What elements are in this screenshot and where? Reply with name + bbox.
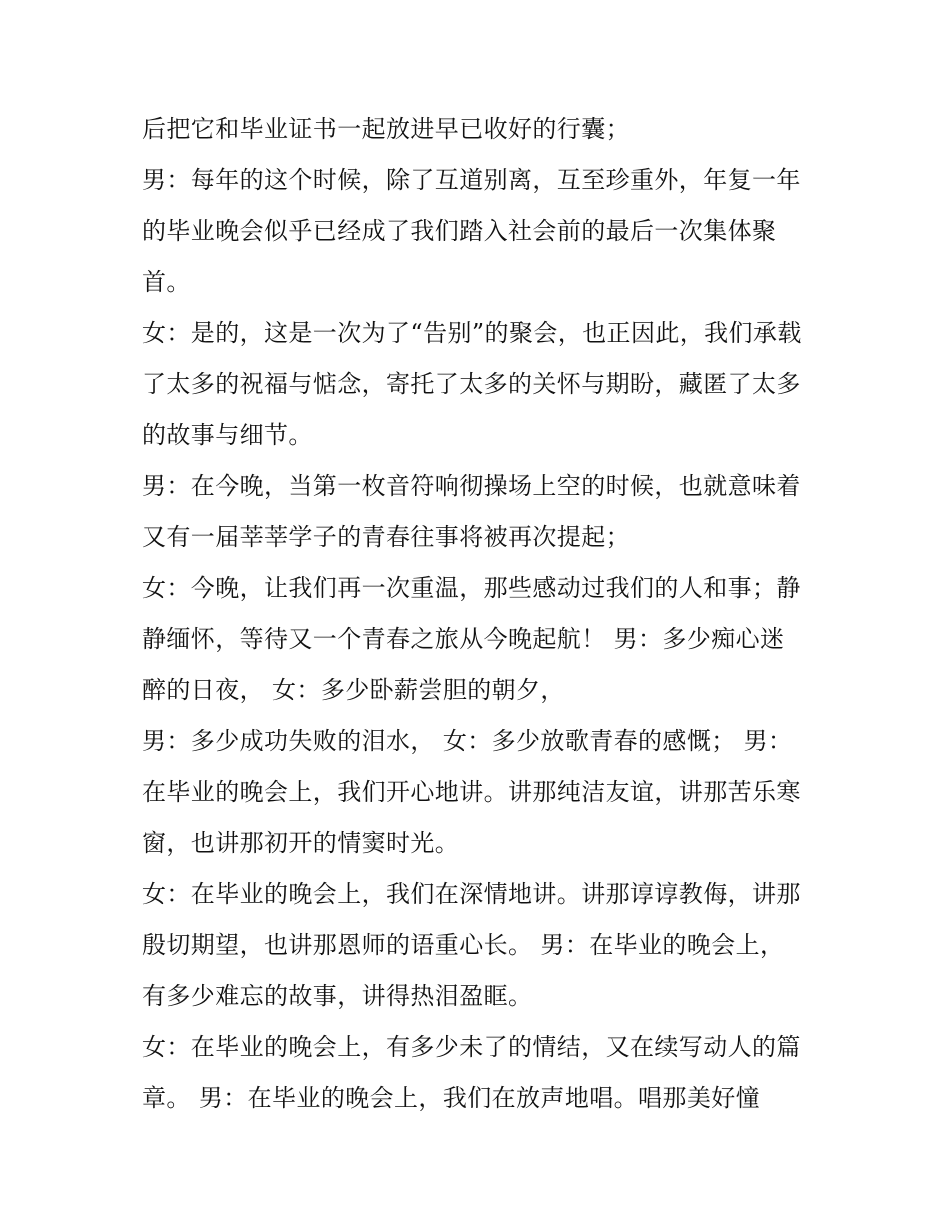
- text-line: 章。 男：在毕业的晚会上，我们在放声地唱。唱那美好憧: [142, 1084, 761, 1112]
- text-line: 有多少难忘的故事，讲得热泪盈眶。: [142, 982, 533, 1010]
- text-line: 男：每年的这个时候，除了互道别离，互至珍重外，年复一年: [142, 166, 801, 194]
- text-line: 男：多少成功失败的泪水， 女：多少放歌青春的感慨； 男：: [142, 727, 793, 755]
- text-line: 女：在毕业的晚会上，有多少未了的情结，又在续写动人的篇: [142, 1033, 801, 1061]
- text-line: 的毕业晚会似乎已经成了我们踏入社会前的最后一次集体聚: [142, 217, 777, 245]
- text-line: 女：是的，这是一次为了“告别”的聚会，也正因此，我们承载: [142, 319, 802, 347]
- text-line: 女：在毕业的晚会上，我们在深情地讲。讲那谆谆教侮，讲那: [142, 880, 801, 908]
- text-line: 窗，也讲那初开的情窦时光。: [142, 829, 460, 857]
- text-line: 首。: [142, 268, 191, 296]
- text-line: 男：在今晚，当第一枚音符响彻操场上空的时候，也就意味着: [142, 472, 801, 500]
- text-line: 醉的日夜， 女：多少卧薪尝胆的朝夕，: [142, 676, 565, 704]
- document-body: [142, 104, 822, 1124]
- text-line: 在毕业的晚会上，我们开心地讲。讲那纯洁友谊，讲那苦乐寒: [142, 778, 801, 806]
- text-line: 了太多的祝福与惦念，寄托了太多的关怀与期盼，藏匿了太多: [142, 370, 801, 398]
- text-line: 的故事与细节。: [142, 421, 313, 449]
- text-line: 静缅怀，等待又一个青春之旅从今晚起航！ 男：多少痴心迷: [142, 625, 785, 653]
- text-line: 后把它和毕业证书一起放进早已收好的行囊；: [142, 115, 630, 143]
- text-line: 殷切期望，也讲那恩师的语重心长。 男：在毕业的晚会上，: [142, 931, 785, 959]
- text-line: 又有一届莘莘学子的青春往事将被再次提起；: [142, 523, 630, 551]
- text-line: 女：今晚，让我们再一次重温，那些感动过我们的人和事；静: [142, 574, 801, 602]
